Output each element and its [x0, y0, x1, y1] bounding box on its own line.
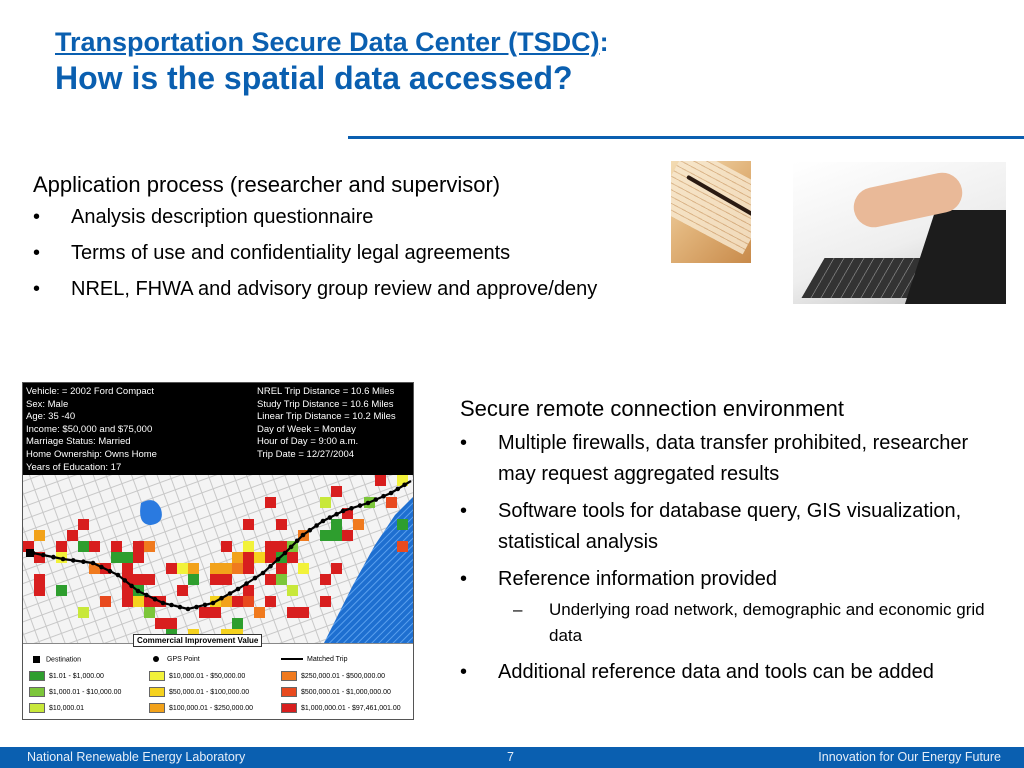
driver-info-line: Age: 35 -40	[26, 411, 76, 423]
bullet-icon: •	[460, 568, 468, 590]
trip-stat-line: Day of Week = Monday	[257, 423, 356, 435]
map-legend	[23, 636, 413, 720]
legend-range	[29, 687, 121, 697]
list-item	[33, 277, 773, 302]
gps-point	[289, 545, 294, 550]
legend-range	[29, 671, 104, 681]
trip-stat-line: NREL Trip Distance = 10.6 Miles	[257, 386, 395, 397]
gps-point	[211, 601, 216, 606]
grid-cell	[232, 563, 243, 574]
grid-cell	[232, 618, 243, 629]
gps-point	[366, 501, 371, 506]
destination-icon	[33, 656, 40, 663]
footer-tagline: Innovation for Our Energy Future	[818, 750, 1001, 764]
list-item-text: Additional reference data and tools can be added	[498, 661, 934, 683]
trip-stats	[257, 386, 396, 462]
trip-info-panel	[23, 383, 413, 475]
grid-cell	[287, 552, 298, 563]
grid-cell	[331, 486, 342, 497]
gps-point	[261, 571, 266, 576]
grid-cell	[320, 574, 331, 585]
gps-point	[321, 519, 326, 524]
grid-cell	[155, 618, 166, 629]
gps-point	[178, 605, 183, 610]
gps-point	[268, 564, 273, 569]
gps-point	[349, 506, 354, 511]
legend-gps	[149, 656, 200, 663]
legend-range	[281, 671, 385, 681]
grid-cell	[122, 563, 133, 574]
legend-title: Commercial Improvement Value	[133, 634, 262, 647]
gps-point	[389, 491, 394, 496]
legend-range	[149, 671, 245, 681]
gps-point	[81, 559, 86, 564]
grid-cell	[144, 607, 155, 618]
bullet-icon: •	[460, 500, 468, 522]
grid-cell	[331, 563, 342, 574]
bullet-icon: •	[460, 432, 468, 454]
gps-point	[328, 515, 333, 520]
title-colon: :	[599, 27, 609, 57]
grid-cell	[331, 530, 342, 541]
grid-cell	[298, 563, 309, 574]
gps-point	[144, 593, 149, 598]
gps-point	[51, 555, 56, 560]
driver-info	[26, 386, 157, 474]
legend-swatch	[281, 703, 297, 713]
gps-point	[169, 603, 174, 608]
gps-point	[381, 494, 386, 499]
documents-photo	[671, 161, 751, 263]
legend-label: $1,000,000.01 - $97,461,001.00	[301, 704, 401, 712]
gps-point	[374, 497, 379, 502]
grid-cell	[265, 596, 276, 607]
grid-cell	[166, 563, 177, 574]
remote-connection-section	[460, 396, 1000, 694]
grid-cell	[342, 530, 353, 541]
remote-connection-heading: Secure remote connection environment	[460, 396, 844, 421]
legend-trip	[281, 656, 347, 663]
gps-point	[203, 603, 208, 608]
bullet-icon: •	[460, 661, 468, 683]
grid-cell	[243, 541, 254, 552]
gps-point	[308, 528, 313, 533]
driver-info-line: Income: $50,000 and $75,000	[26, 423, 153, 435]
sub-list-item	[498, 597, 1000, 649]
application-heading: Application process (researcher and supervisor)	[33, 172, 501, 197]
legend-label: $100,000.01 - $250,000.00	[169, 704, 254, 712]
grid-cell	[177, 563, 188, 574]
grid-cell	[265, 497, 276, 508]
legend-label: $10,000.01	[49, 704, 85, 712]
sub-list	[498, 597, 1000, 649]
list-item	[460, 657, 1000, 688]
legend-label: $250,000.01 - $500,000.00	[301, 672, 386, 680]
application-section	[33, 172, 773, 313]
gps-point	[244, 581, 249, 586]
grid-cell	[243, 585, 254, 596]
gps-point	[91, 561, 96, 566]
footer-org: National Renewable Energy Laboratory	[27, 750, 246, 764]
grid-cell	[133, 574, 144, 585]
gps-point	[295, 539, 300, 544]
legend-label: $10,000.01 - $50,000.00	[169, 672, 246, 680]
gps-point	[283, 551, 288, 556]
gps-point	[402, 483, 407, 488]
legend-range	[281, 687, 391, 697]
grid-cell	[397, 519, 408, 530]
driver-info-line: Vehicle: = 2002 Ford Compact	[26, 386, 155, 397]
grid-cell	[386, 497, 397, 508]
grid-cell	[265, 541, 276, 552]
grid-cell	[331, 519, 342, 530]
bullet-icon: •	[33, 206, 41, 228]
title-line-2: How is the spatial data accessed?	[55, 59, 573, 96]
grid-cell	[276, 563, 287, 574]
gps-point	[276, 557, 281, 562]
gps-point	[194, 605, 199, 610]
grid-cell	[243, 596, 254, 607]
grid-cell	[144, 541, 155, 552]
legend-swatch	[149, 671, 165, 681]
legend-range	[149, 687, 249, 697]
grid-cell	[397, 541, 408, 552]
grid-cell	[177, 585, 188, 596]
sub-list-item-text: Underlying road network, demographic and economic grid data	[549, 600, 985, 645]
list-item-text: Analysis description questionnaire	[71, 206, 374, 228]
grid-cell	[210, 563, 221, 574]
grid-cell	[89, 541, 100, 552]
grid-cell	[111, 552, 122, 563]
grid-cell	[56, 585, 67, 596]
trip-map-figure	[22, 382, 414, 720]
legend-swatch	[29, 703, 45, 713]
legend-swatch	[29, 687, 45, 697]
laptop-photo	[793, 162, 1006, 304]
grid-cell	[276, 519, 287, 530]
grid-cell	[298, 607, 309, 618]
gps-point	[61, 557, 66, 562]
legend-label: $50,000.01 - $100,000.00	[169, 688, 250, 696]
legend-label: $1,000.01 - $10,000.00	[49, 688, 122, 696]
trip-stat-line: Linear Trip Distance = 10.2 Miles	[257, 411, 396, 423]
grid-cell	[254, 552, 265, 563]
gps-point	[334, 512, 339, 517]
grid-cell	[34, 574, 45, 585]
gps-point	[129, 584, 134, 589]
grid-cell	[78, 541, 89, 552]
grid-cell	[188, 574, 199, 585]
legend-swatch	[281, 671, 297, 681]
list-item	[460, 564, 1000, 649]
grid-cell	[111, 541, 122, 552]
gps-point	[41, 553, 46, 558]
legend-swatch	[149, 703, 165, 713]
grid-cell	[133, 552, 144, 563]
list-item-text: Multiple firewalls, data transfer prohibited, researcher may request aggregated results	[498, 432, 969, 485]
grid-cell	[34, 530, 45, 541]
list-item	[460, 496, 1000, 558]
grid-cell	[133, 596, 144, 607]
legend-swatch	[281, 687, 297, 697]
remote-connection-list	[460, 428, 1000, 688]
grid-cell	[320, 596, 331, 607]
title-divider	[348, 136, 1024, 139]
title-line-1	[55, 27, 609, 57]
list-item	[33, 241, 773, 266]
bullet-icon: •	[33, 242, 41, 264]
grid-cell	[166, 618, 177, 629]
grid-cell	[122, 552, 133, 563]
list-item-text: NREL, FHWA and advisory group review and approve/deny	[71, 278, 598, 300]
laptop-screen	[897, 210, 1006, 304]
trip-stat-line: Study Trip Distance = 10.6 Miles	[257, 398, 394, 410]
gps-point	[71, 558, 76, 563]
gps-point	[108, 569, 113, 574]
gps-point	[99, 565, 104, 570]
legend-swatch	[29, 671, 45, 681]
gps-point	[396, 487, 401, 492]
grid-cell	[232, 596, 243, 607]
legend-label: GPS Point	[167, 656, 200, 663]
legend-label: $500,000.01 - $1,000,000.00	[301, 688, 391, 696]
grid-cell	[78, 607, 89, 618]
gps-point	[136, 589, 141, 594]
grid-cell	[243, 552, 254, 563]
legend-label: Matched Trip	[307, 656, 348, 663]
gps-point	[236, 587, 241, 592]
grid-cell	[133, 541, 144, 552]
legend-label: Destination	[46, 656, 82, 664]
dash-icon: –	[513, 600, 523, 619]
grid-cell	[188, 563, 199, 574]
gps-point	[314, 523, 319, 528]
legend-range	[281, 703, 401, 713]
legend-destination	[29, 656, 81, 663]
gps-point	[228, 591, 233, 596]
list-item-text: Terms of use and confidentiality legal agreements	[71, 242, 511, 264]
list-item-text: Software tools for database query, GIS visualization, statistical analysis	[498, 500, 962, 553]
slide-title	[55, 22, 609, 98]
bullet-icon: •	[33, 278, 41, 300]
legend-range	[149, 703, 253, 713]
grid-cell	[287, 607, 298, 618]
grid-cell	[243, 563, 254, 574]
gps-point	[186, 607, 191, 612]
trip-line-icon	[281, 658, 303, 660]
grid-cell	[221, 574, 232, 585]
driver-info-line: Marriage Status: Married	[26, 436, 131, 448]
gps-point	[341, 509, 346, 514]
grid-cell	[276, 541, 287, 552]
grid-cell	[375, 475, 386, 486]
grid-cell	[199, 607, 210, 618]
driver-info-line: Sex: Male	[26, 398, 69, 410]
gps-point	[153, 597, 158, 602]
grid-cell	[78, 519, 89, 530]
legend-range	[29, 703, 84, 713]
footer-bar	[0, 747, 1024, 768]
grid-cell	[287, 585, 298, 596]
grid-cell	[56, 541, 67, 552]
grid-cell	[232, 552, 243, 563]
trip-stat-line: Hour of Day = 9:00 a.m.	[257, 436, 359, 448]
gps-point	[301, 533, 306, 538]
grid-cell	[122, 596, 133, 607]
gps-point-icon	[153, 656, 159, 662]
grid-cell	[265, 574, 276, 585]
grid-cell	[243, 519, 254, 530]
title-link[interactable]: Transportation Secure Data Center (TSDC)	[55, 27, 600, 57]
driver-info-line: Home Ownership: Owns Home	[26, 448, 157, 460]
destination-marker	[26, 549, 34, 557]
grid-cell	[100, 596, 111, 607]
grid-cell	[276, 574, 287, 585]
trip-stat-line: Trip Date = 12/27/2004	[257, 448, 355, 460]
application-list	[33, 205, 773, 302]
gps-point	[161, 601, 166, 606]
gps-point	[123, 578, 128, 583]
grid-cell	[353, 519, 364, 530]
list-item	[460, 428, 1000, 490]
gps-point	[253, 576, 258, 581]
legend-label: $1.01 - $1,000.00	[49, 672, 104, 680]
legend-swatch	[149, 687, 165, 697]
list-item	[33, 205, 773, 230]
grid-cell	[320, 497, 331, 508]
grid-cell	[144, 574, 155, 585]
grid-cell	[320, 530, 331, 541]
grid-cell	[254, 607, 265, 618]
driver-info-line: Years of Education: 17	[26, 461, 122, 473]
grid-cell	[34, 585, 45, 596]
grid-cell	[221, 563, 232, 574]
map-area	[23, 475, 413, 645]
list-item-text: Reference information provided	[498, 568, 778, 590]
gps-point	[116, 573, 121, 578]
grid-cell	[210, 607, 221, 618]
grid-cell	[221, 541, 232, 552]
grid-cell	[210, 574, 221, 585]
grid-cell	[67, 530, 78, 541]
gps-point	[358, 503, 363, 508]
gps-point	[219, 596, 224, 601]
page-number: 7	[507, 750, 514, 764]
